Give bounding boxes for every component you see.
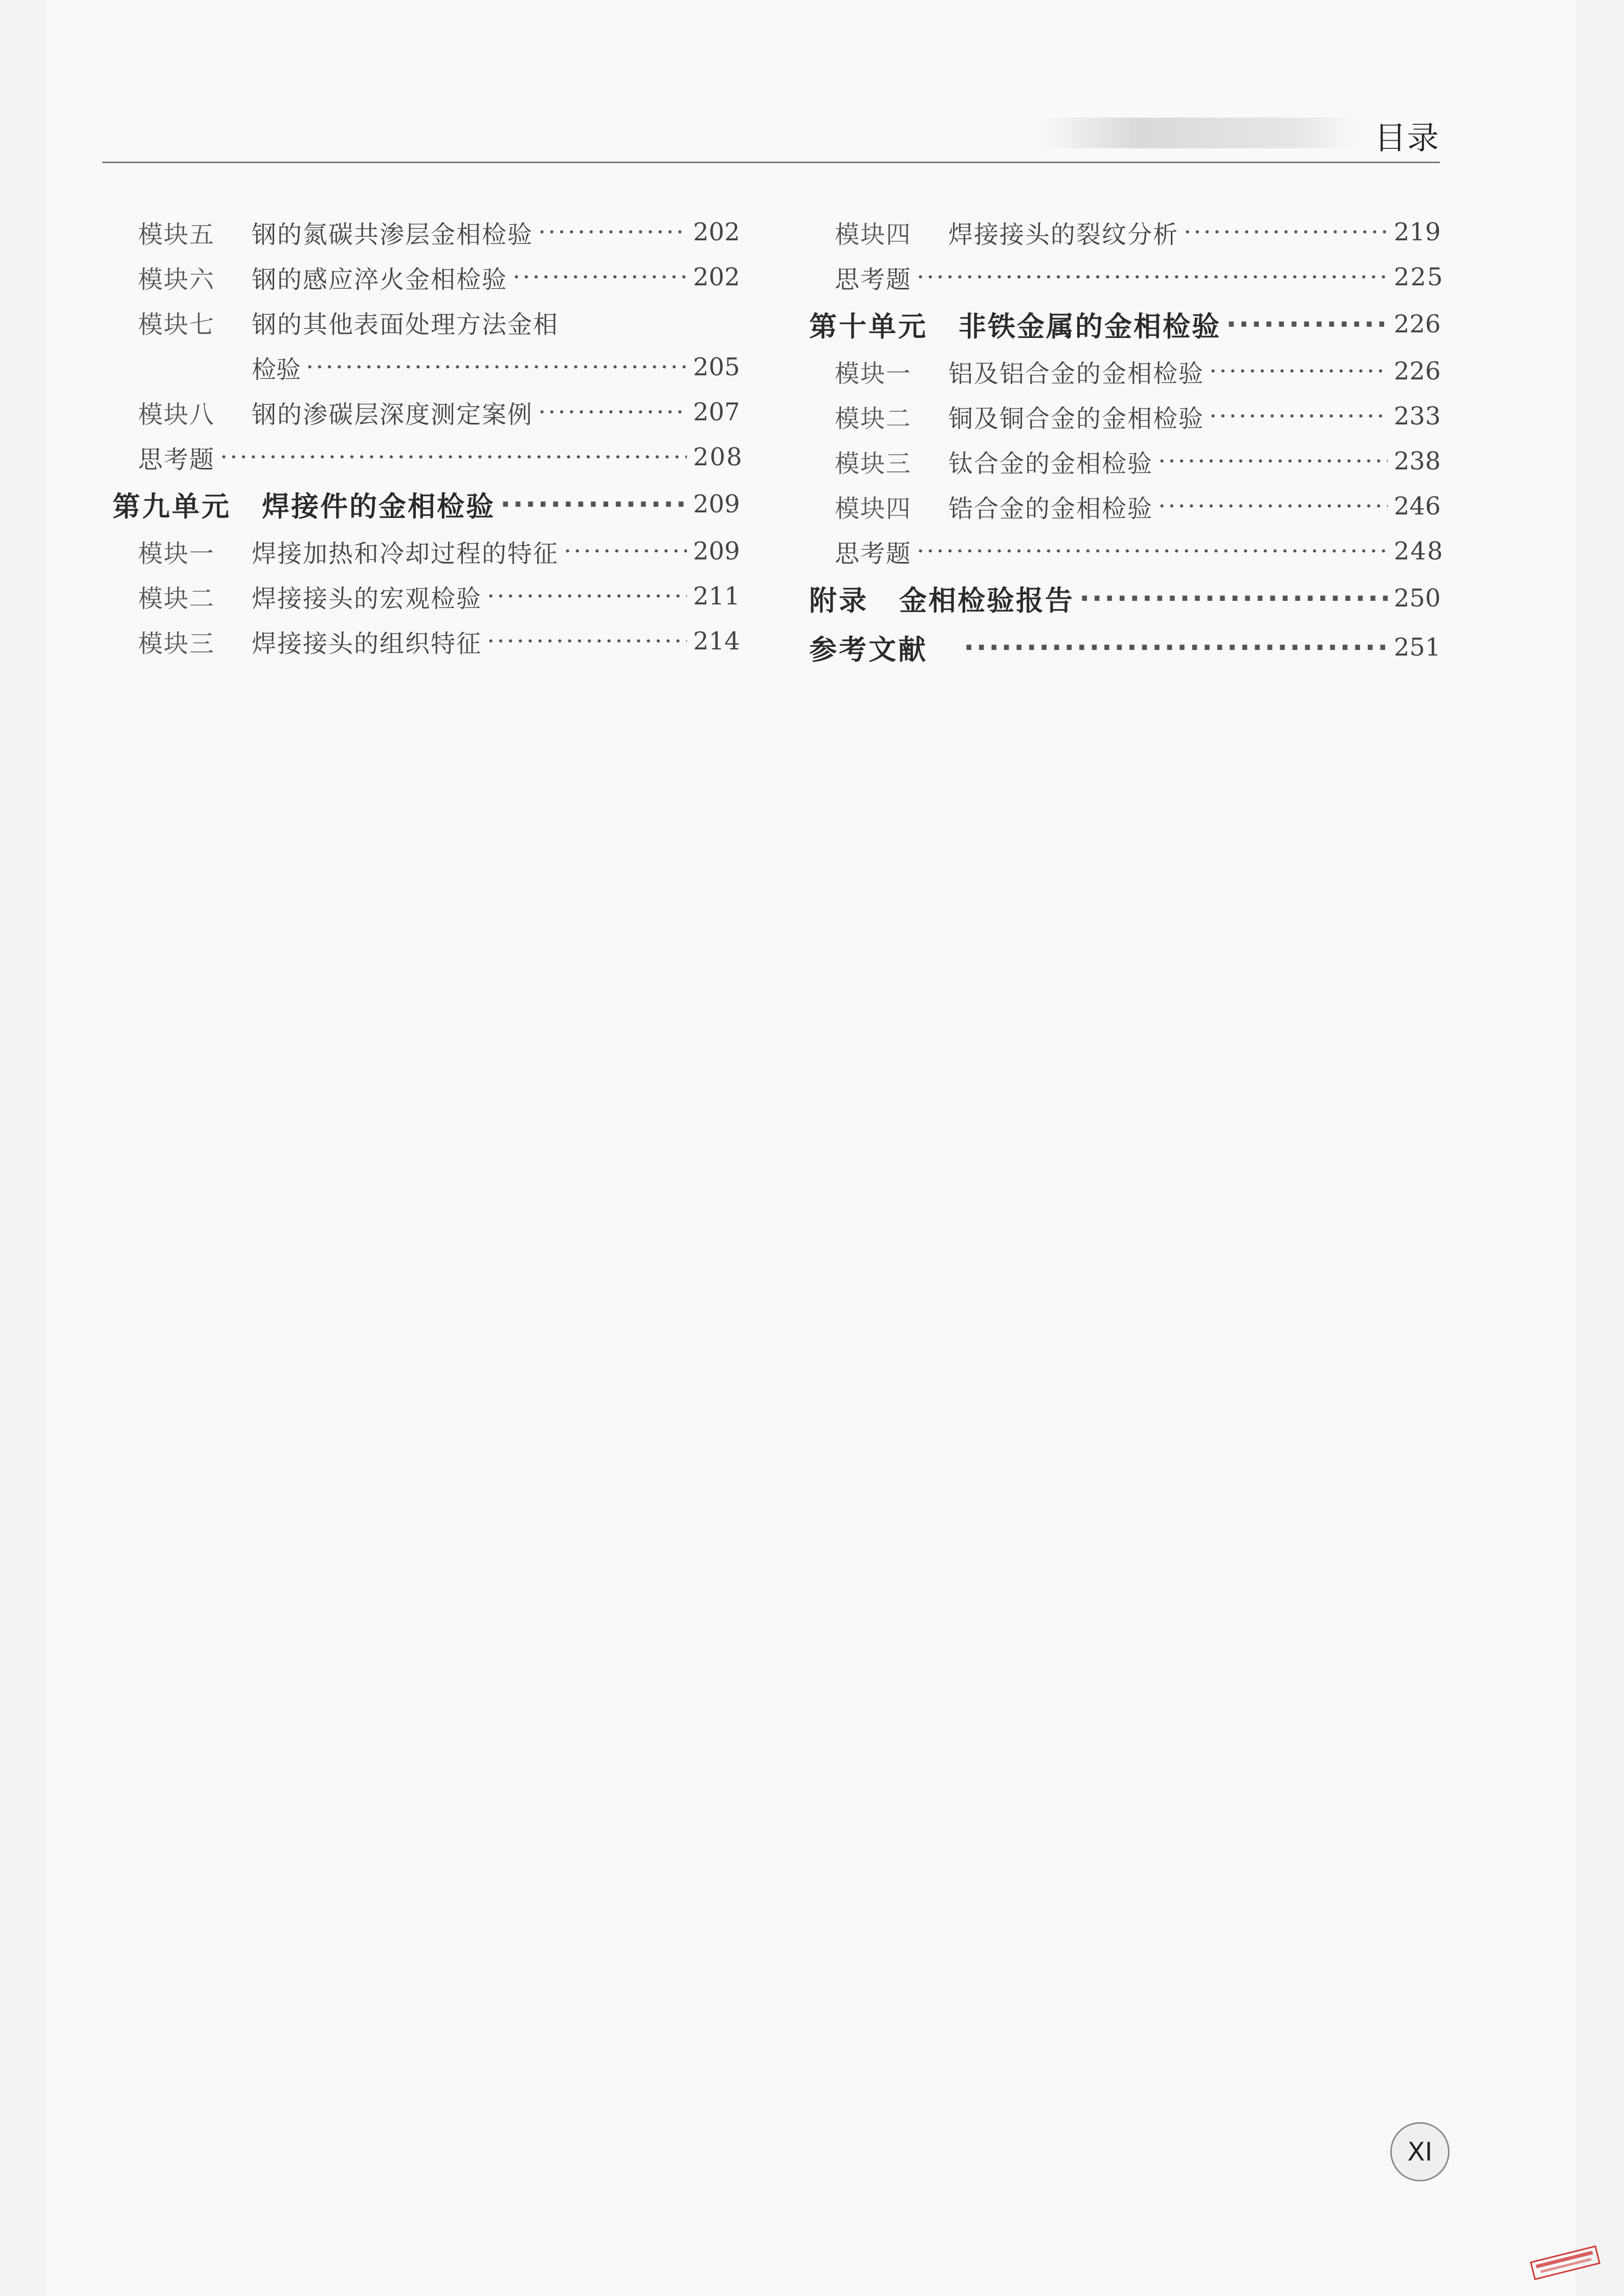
toc-module-continuation — [113, 345, 739, 390]
toc-page-number: 238 — [1394, 447, 1441, 476]
dot-leader — [1178, 218, 1388, 246]
toc-entry-text — [138, 624, 687, 659]
module-title: 焊接接头的组织特征 — [252, 629, 482, 658]
toc-entry-text — [252, 350, 687, 385]
toc-entry-text — [835, 534, 1388, 569]
toc-entry-text — [138, 215, 687, 250]
dot-leader — [911, 263, 1388, 291]
unit-code: 第九单元 — [113, 490, 231, 523]
toc-entry-text — [835, 444, 1388, 479]
page-number-badge — [1390, 2122, 1450, 2181]
toc-entry-text — [835, 489, 1388, 524]
module-code: 模块二 — [138, 584, 215, 613]
toc-entry-text — [138, 260, 687, 295]
module-title: 焊接加热和冷却过程的特征 — [252, 539, 559, 568]
toc-page-number: 226 — [1394, 310, 1441, 339]
toc-entry-text — [138, 534, 687, 569]
header-rule — [102, 162, 1440, 163]
unit-title: 非铁金属的金相检验 — [959, 310, 1221, 343]
toc-entry-text — [138, 305, 739, 340]
toc-entry-text — [835, 260, 1388, 295]
unit-title: 焊接件的金相检验 — [262, 490, 495, 523]
toc-page-number: 219 — [1394, 218, 1441, 246]
toc-module-entry — [113, 619, 739, 664]
module-title: 钢的其他表面处理方法金相 — [252, 310, 559, 339]
module-title-continued: 检验 — [252, 355, 301, 384]
toc-questions-entry — [809, 255, 1444, 300]
dot-leader — [533, 398, 687, 426]
toc-right-column — [809, 210, 1444, 672]
dot-leader — [495, 488, 687, 521]
toc-questions-entry — [113, 435, 743, 480]
toc-module-entry — [809, 484, 1440, 529]
page-number: XI — [1407, 2137, 1433, 2167]
dot-leader — [559, 537, 687, 566]
module-code: 模块七 — [138, 310, 215, 339]
dot-leader — [215, 443, 687, 471]
dot-leader — [507, 263, 687, 291]
toc-module-entry — [113, 300, 739, 345]
toc-unit-heading — [809, 574, 1440, 623]
toc-left-column — [113, 210, 743, 664]
toc-unit-heading — [113, 480, 739, 529]
module-code: 模块三 — [835, 449, 912, 478]
toc-page-number: 226 — [1394, 357, 1441, 386]
toc-page-number: 233 — [1394, 402, 1441, 431]
module-title: 锆合金的金相检验 — [948, 494, 1153, 523]
toc-entry-text — [138, 395, 687, 430]
toc-entry-text — [809, 628, 1388, 667]
toc-module-entry — [809, 349, 1440, 394]
module-code: 模块二 — [835, 404, 912, 433]
dot-leader — [1153, 492, 1388, 521]
module-title: 铜及铜合金的金相检验 — [948, 404, 1205, 433]
module-title: 铝及铝合金的金相检验 — [948, 359, 1205, 388]
header-title: 目录 — [1374, 119, 1440, 156]
toc-page-number: 214 — [693, 627, 740, 656]
module-title: 焊接接头的宏观检验 — [252, 584, 482, 613]
dot-leader — [482, 627, 687, 656]
page-header — [102, 112, 1440, 164]
module-code: 模块一 — [835, 359, 912, 388]
dot-leader — [1074, 582, 1388, 615]
header-shade — [1041, 118, 1358, 148]
module-title: 钢的渗碳层深度测定案例 — [252, 400, 533, 429]
toc-entry-text — [138, 579, 687, 614]
module-code: 模块三 — [138, 629, 215, 658]
toc-entry-text — [835, 215, 1388, 250]
module-code: 模块五 — [138, 220, 215, 249]
dot-leader — [1221, 308, 1388, 341]
toc-entry-text — [113, 485, 687, 524]
module-code: 模块八 — [138, 400, 215, 429]
questions-title: 思考题 — [835, 265, 912, 294]
toc-entry-text — [809, 579, 1388, 618]
toc-module-entry — [809, 439, 1440, 484]
module-code: 模块六 — [138, 265, 215, 294]
toc-module-entry — [113, 390, 739, 435]
toc-page-number: 209 — [693, 490, 740, 519]
toc-module-entry — [113, 210, 739, 255]
dot-leader — [1204, 357, 1388, 386]
toc-unit-heading — [809, 623, 1440, 672]
module-code: 模块四 — [835, 494, 912, 523]
toc-page-number: 207 — [693, 398, 740, 426]
toc-entry-text — [809, 305, 1388, 344]
toc-page-number: 225 — [1394, 263, 1444, 291]
forum-stamp-icon — [1527, 2245, 1604, 2281]
questions-title: 思考题 — [835, 539, 912, 568]
dot-leader — [482, 582, 687, 611]
toc-unit-heading — [809, 300, 1440, 349]
toc-entry-text — [835, 399, 1388, 434]
toc-page-number: 211 — [693, 582, 740, 611]
module-title: 钢的感应淬火金相检验 — [252, 265, 508, 294]
module-title: 钛合金的金相检验 — [948, 449, 1153, 478]
toc-module-entry — [113, 529, 739, 574]
toc-entry-text — [138, 440, 687, 475]
unit-code: 参考文献 — [809, 633, 928, 666]
dot-leader — [1204, 402, 1388, 431]
toc-page-number: 248 — [1394, 537, 1444, 566]
toc-page-number: 209 — [693, 537, 740, 566]
toc-page-number: 202 — [693, 263, 740, 291]
unit-title: 金相检验报告 — [899, 584, 1074, 617]
toc-page-number: 205 — [693, 353, 740, 381]
dot-leader — [1153, 447, 1388, 476]
dot-leader — [911, 537, 1388, 566]
module-title: 钢的氮碳共渗层金相检验 — [252, 220, 533, 249]
toc-module-entry — [113, 255, 739, 300]
toc-page-number: 246 — [1394, 492, 1441, 521]
questions-title: 思考题 — [138, 445, 215, 474]
dot-leader — [533, 218, 687, 246]
toc-questions-entry — [809, 529, 1444, 574]
toc-page-number: 250 — [1394, 584, 1441, 613]
module-code: 模块一 — [138, 539, 215, 568]
toc-page-number: 202 — [693, 218, 740, 246]
toc-module-entry — [809, 210, 1440, 255]
toc-entry-text — [835, 354, 1388, 389]
toc-page-number: 251 — [1394, 633, 1441, 662]
toc-module-entry — [113, 574, 739, 619]
toc-module-entry — [809, 394, 1440, 439]
dot-leader — [301, 353, 687, 381]
module-title: 焊接接头的裂纹分析 — [948, 220, 1179, 249]
dot-leader — [959, 632, 1388, 664]
unit-code: 第十单元 — [809, 310, 928, 343]
toc-page-number: 208 — [693, 443, 743, 471]
unit-code: 附录 — [809, 584, 869, 617]
module-code: 模块四 — [835, 220, 912, 249]
